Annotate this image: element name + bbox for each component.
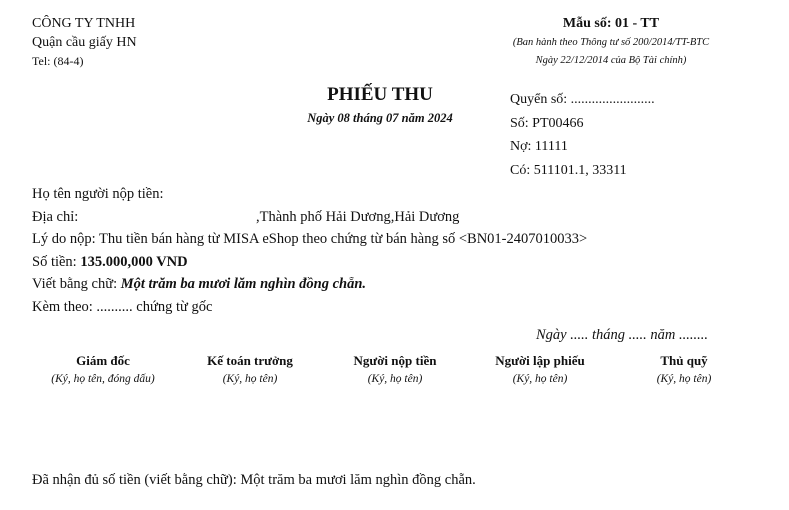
payment-reason: Lý do nộp: Thu tiền bán hàng từ MISA eShop theo chứng từ bán hàng số <BN01-2407010033> [32,231,588,247]
company-address: Quận cầu giấy HN [32,35,137,50]
receipt-title: PHIẾU THU [327,84,433,105]
received-confirmation: Đã nhận đủ số tiền (viết bằng chữ): Một trăm ba mươi lăm nghìn đồng chẵn. [32,472,476,488]
signature-role: Người nộp tiền [353,353,437,368]
payer-name-line [32,183,587,206]
receipt-date: Ngày 08 tháng 07 năm 2024 [307,111,453,125]
signature-payer [320,352,470,388]
form-issued-date: Ngày 22/12/2014 của Bộ Tài chính) [535,55,687,66]
amount-value: 135.000,000 VND [80,253,188,270]
company-block [32,14,137,71]
signature-hint: (Ký, họ tên, đóng dấu) [51,373,155,385]
payer-address-value: ,Thành phố Hải Dương,Hải Dương [256,208,460,225]
receipt-body [32,183,587,318]
payer-name-label: Họ tên người nộp tiền: [32,186,164,202]
signature-chief-accountant [175,352,325,388]
payer-address-label: Địa chỉ: [32,208,79,225]
form-issued-note: (Ban hành theo Thông tư số 200/2014/TT-BTC [512,37,710,48]
signature-role: Người lập phiếu [495,353,585,368]
form-code-block [481,14,741,70]
company-tel: Tel: (84-4) [32,54,84,68]
credit-account: Có: 511101.1, 33311 [510,162,627,178]
book-number: Quyển số: ........................ [510,92,655,107]
attached-documents: Kèm theo: .......... chứng từ gốc [32,298,213,315]
signature-hint: (Ký, họ tên) [222,373,278,385]
signature-hint: (Ký, họ tên) [512,373,568,385]
signature-director [28,352,178,388]
form-code: Mẫu số: 01 - TT [562,16,660,31]
signature-date: Ngày ..... tháng ..... năm ........ [536,327,708,343]
amount-label: Số tiền: [32,253,77,270]
signature-role: Kế toán trưởng [207,353,293,368]
debit-account: Nợ: 11111 [510,139,568,154]
signature-hint: (Ký, họ tên) [656,373,712,385]
signature-role: Thủ quỹ [660,353,708,368]
amount-in-words-value: Một trăm ba mươi lăm nghìn đồng chẵn. [120,276,367,292]
signature-preparer [465,352,615,388]
amount-in-words-label: Viết bằng chữ: [32,276,118,292]
company-name: CÔNG TY TNHH [32,16,136,31]
amount-line [32,251,587,274]
signature-cashier [609,352,759,388]
payer-address-line [32,206,587,229]
signature-role: Giám đốc [76,353,130,368]
receipt-number: Số: PT00466 [510,115,584,131]
receipt-meta [510,88,655,182]
signature-hint: (Ký, họ tên) [367,373,423,385]
amount-in-words-line [32,273,587,296]
